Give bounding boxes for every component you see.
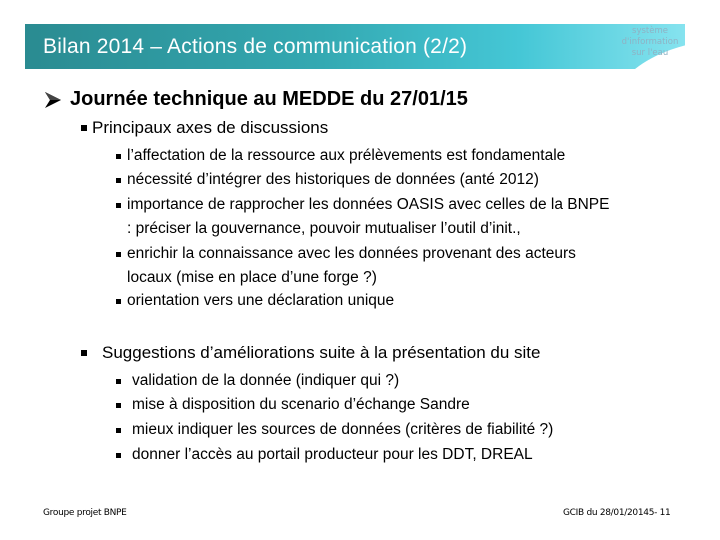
square-bullet-icon xyxy=(116,453,121,458)
square-bullet-icon xyxy=(116,203,121,208)
footer-right: GCIB du 28/01/20145- 11 xyxy=(563,508,671,518)
square-bullet-icon xyxy=(116,252,121,257)
square-bullet-icon xyxy=(116,403,121,408)
square-bullet-icon xyxy=(116,428,121,433)
list-item: l’affectation de la ressource aux prélèvements est fondamentale xyxy=(127,147,566,164)
list-item: mise à disposition du scenario d’échange Sandre xyxy=(132,396,470,413)
list-item: enrichir la connaissance avec les données provenant des acteurs xyxy=(127,245,576,262)
list-item: importance de rapprocher les données OASIS avec celles de la BNPE xyxy=(127,196,610,213)
list-item: mieux indiquer les sources de données (critères de fiabilité ?) xyxy=(132,421,554,438)
slide-title: Bilan 2014 – Actions de communication (2/2) xyxy=(43,35,468,58)
footer-left: Groupe projet BNPE xyxy=(43,508,127,518)
sie-logo xyxy=(618,26,682,59)
arrow-bullet-icon xyxy=(44,91,62,109)
square-bullet-icon xyxy=(116,299,121,304)
logo-line: d'information xyxy=(621,37,679,47)
subsection-title: Principaux axes de discussions xyxy=(92,118,329,137)
square-bullet-icon xyxy=(81,350,87,356)
list-item: orientation vers une déclaration unique xyxy=(127,292,395,309)
logo-line: sur l'eau xyxy=(631,48,669,58)
subsection-title: Suggestions d’améliorations suite à la présentation du site xyxy=(102,343,541,362)
list-item: validation de la donnée (indiquer qui ?) xyxy=(132,372,400,389)
square-bullet-icon xyxy=(116,178,121,183)
square-bullet-icon xyxy=(81,125,87,131)
list-item-continuation: locaux (mise en place d’une forge ?) xyxy=(127,269,377,286)
list-item: nécessité d’intégrer des historiques de données (anté 2012) xyxy=(127,171,539,188)
logo-line: système xyxy=(632,26,668,36)
square-bullet-icon xyxy=(116,379,121,384)
list-item-continuation: : préciser la gouvernance, pouvoir mutualiser l’outil d’init., xyxy=(127,220,521,237)
square-bullet-icon xyxy=(116,154,121,159)
title-bar xyxy=(25,24,685,69)
list-item: donner l’accès au portail producteur pour les DDT, DREAL xyxy=(132,446,533,463)
section-heading: Journée technique au MEDDE du 27/01/15 xyxy=(70,88,468,110)
